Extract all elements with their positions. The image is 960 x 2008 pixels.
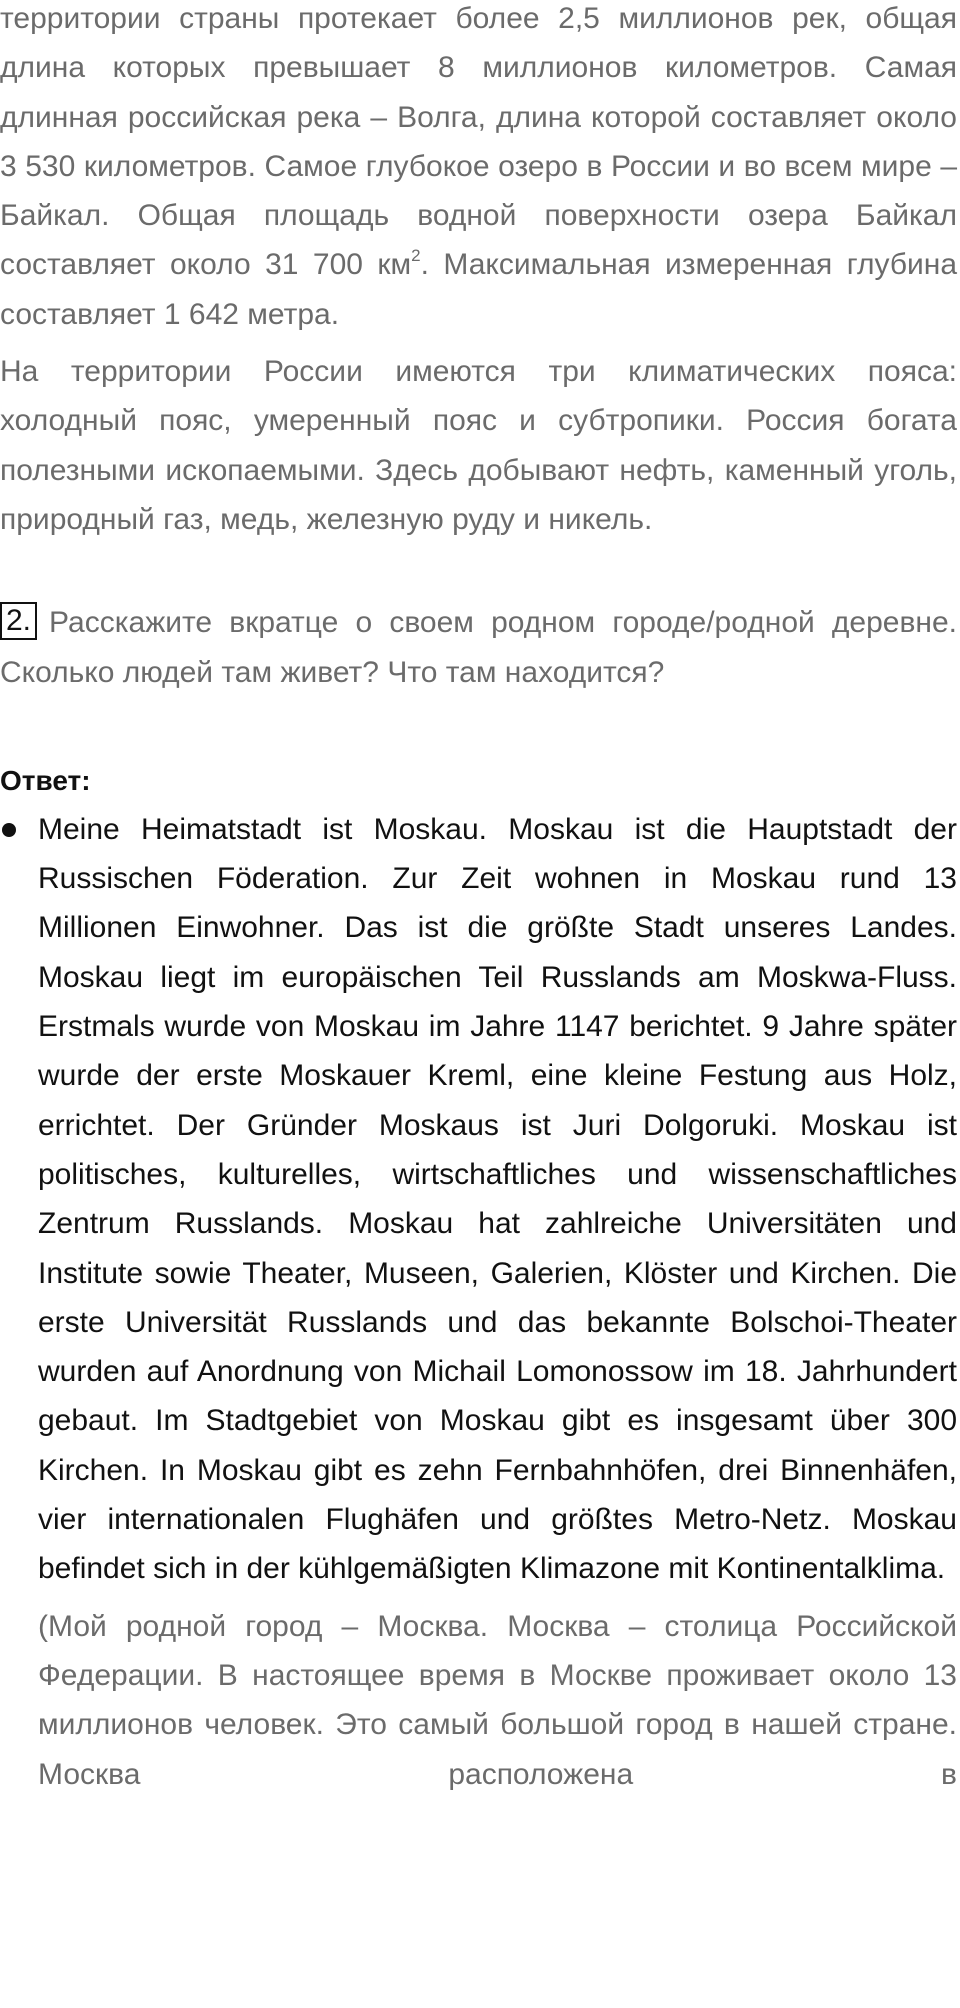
answer-list [0, 805, 957, 1594]
task-number-box: 2. [0, 602, 37, 640]
answer-label: Ответ: [0, 764, 91, 796]
superscript-exponent: 2 [411, 246, 421, 266]
task-question [0, 598, 957, 697]
intro-paragraph-rivers-tail: . Максимальная измеренная глубина составляет 1 642 метра. [0, 248, 958, 331]
answer-translation: (Мой родной город – Москва. Москва – столица Российской Федерации. В настоящее время в Москве проживает около 13 миллионов человек. Это самый большой город в нашей стране. Москва расположена в [38, 1609, 957, 1791]
answer-translation-block [0, 1602, 957, 1799]
task-question-text: Расскажите вкратце о своем родном городе/родной деревне. Сколько людей там живет? Что там находится? [0, 606, 957, 689]
bullet-icon [2, 823, 16, 837]
answer-text: Meine Heimatstadt ist Moskau. Moskau ist die Hauptstadt der Russischen Föderation. Zur Zeit wohnen in Moskau rund 13 Millionen Einwohner. Das ist die größte Stadt unseres Landes. Moskau liegt im europäischen Teil Russlands am Moskwa-Fluss. Erstmals wurde von Moskau im Jahre 1147 berichtet. 9 Jahre später wurde der erste Moskauer Kreml, eine kleine Festung aus Holz, errichtet. Der Gründer Moskaus ist Juri Dolgoruki. Moskau ist politisches, kulturelles, wirtschaftliches und wissenschaftliches Zentrum Russlands. Moskau hat zahlreiche Universitäten und Institute sowie Theater, Museen, Galerien, Klöster und Kirchen. Die erste Universität Russlands und das bekannte Bolschoi-Theater wurden auf Anordnung von Michail Lomonossow im 18. Jahrhundert gebaut. Im Stadtgebiet von Moskau gibt es insgesamt über 300 Kirchen. In Moskau gibt es zehn Fernbahnhöfen, drei Binnenhäfen, vier internationalen Flughäfen und größtes Metro-Netz. Moskau befindet sich in der kühlgemäßigten Klimazone mit Kontinentalklima. [38, 812, 957, 1586]
intro-paragraph-rivers [0, 0, 957, 339]
intro-paragraph-climate: На территории России имеются три климатических пояса: холодный пояс, умеренный пояс и субтропики. Россия богата полезными ископаемыми. Здесь добывают нефть, каменный уголь, природный газ, медь, железную руду и никель. [0, 355, 957, 536]
list-item [0, 805, 957, 1594]
intro-paragraph-rivers-text: территории страны протекает более 2,5 миллионов рек, общая длина которых превышает 8 миллионов километров. Самая длинная российская река – Волга, длина которой составляет около 3 530 километров. Самое глубокое озеро в России и во всем мире – Байкал. Общая площадь водной поверхности озера Байкал составляет около 31 700 км [0, 2, 957, 282]
